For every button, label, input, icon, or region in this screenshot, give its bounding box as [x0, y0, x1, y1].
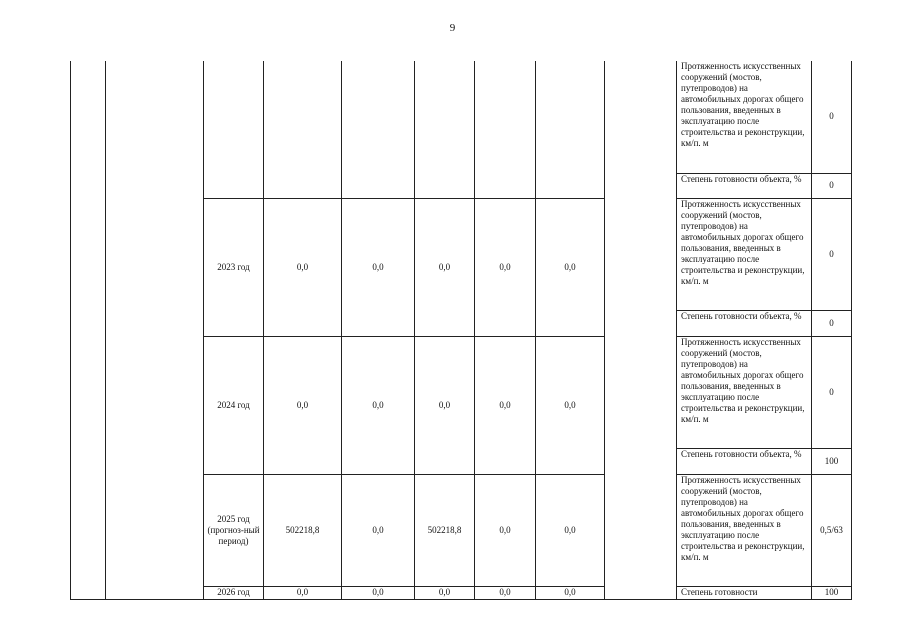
indicator-value: 0 — [812, 310, 852, 336]
value-other: 0,0 — [536, 474, 605, 586]
value-federal: 0,0 — [342, 586, 415, 599]
indicator-value: 0 — [812, 198, 852, 310]
value-other — [536, 61, 605, 198]
value-federal — [342, 61, 415, 198]
value-regional: 502218,8 — [415, 474, 475, 586]
year-cell — [204, 61, 264, 198]
page-number: 9 — [449, 22, 456, 34]
indicator-name: Степень готовности объекта, % — [677, 448, 812, 474]
value-local — [475, 61, 536, 198]
value-regional: 0,0 — [415, 336, 475, 474]
name-column — [106, 61, 204, 599]
indicator-value: 0 — [812, 336, 852, 448]
value-federal: 0,0 — [342, 198, 415, 336]
executor-column — [605, 61, 677, 599]
year-cell: 2026 год — [204, 586, 264, 599]
indicator-value: 0 — [812, 61, 852, 173]
value-federal: 0,0 — [342, 336, 415, 474]
table-row — [71, 61, 852, 173]
indicator-value: 0 — [812, 173, 852, 198]
value-other: 0,0 — [536, 198, 605, 336]
value-total: 0,0 — [264, 198, 342, 336]
indicator-value: 0,5/63 — [812, 474, 852, 586]
value-other: 0,0 — [536, 586, 605, 599]
value-regional: 0,0 — [415, 586, 475, 599]
value-local: 0,0 — [475, 474, 536, 586]
indicator-name: Протяженность искусственных сооружений (мостов, путепроводов) на автомобильных дорогах общего пользования, введенных в эксплуатацию после строительства и реконструкции, км/п. м — [677, 474, 812, 586]
value-regional: 0,0 — [415, 198, 475, 336]
year-cell: 2023 год — [204, 198, 264, 336]
value-total: 0,0 — [264, 586, 342, 599]
value-local: 0,0 — [475, 586, 536, 599]
indicator-value: 100 — [812, 448, 852, 474]
indicator-value: 100 — [812, 586, 852, 599]
indicator-name: Степень готовности объекта, % — [677, 310, 812, 336]
value-local: 0,0 — [475, 198, 536, 336]
indicator-name: Степень готовности — [677, 586, 812, 599]
year-cell: 2025 год (прогноз-ный период) — [204, 474, 264, 586]
number-column — [71, 61, 106, 599]
value-total — [264, 61, 342, 198]
value-federal: 0,0 — [342, 474, 415, 586]
indicator-name: Протяженность искусственных сооружений (мостов, путепроводов) на автомобильных дорогах общего пользования, введенных в эксплуатацию после строительства и реконструкции, км/п. м — [677, 198, 812, 310]
value-local: 0,0 — [475, 336, 536, 474]
program-table — [70, 61, 852, 600]
value-regional — [415, 61, 475, 198]
indicator-name: Протяженность искусственных сооружений (мостов, путепроводов) на автомобильных дорогах общего пользования, введенных в эксплуатацию после строительства и реконструкции, км/п. м — [677, 336, 812, 448]
indicator-name: Протяженность искусственных сооружений (мостов, путепроводов) на автомобильных дорогах общего пользования, введенных в эксплуатацию после строительства и реконструкции, км/п. м — [677, 61, 812, 173]
indicator-name: Степень готовности объекта, % — [677, 173, 812, 198]
value-other: 0,0 — [536, 336, 605, 474]
value-total: 0,0 — [264, 336, 342, 474]
value-total: 502218,8 — [264, 474, 342, 586]
year-cell: 2024 год — [204, 336, 264, 474]
